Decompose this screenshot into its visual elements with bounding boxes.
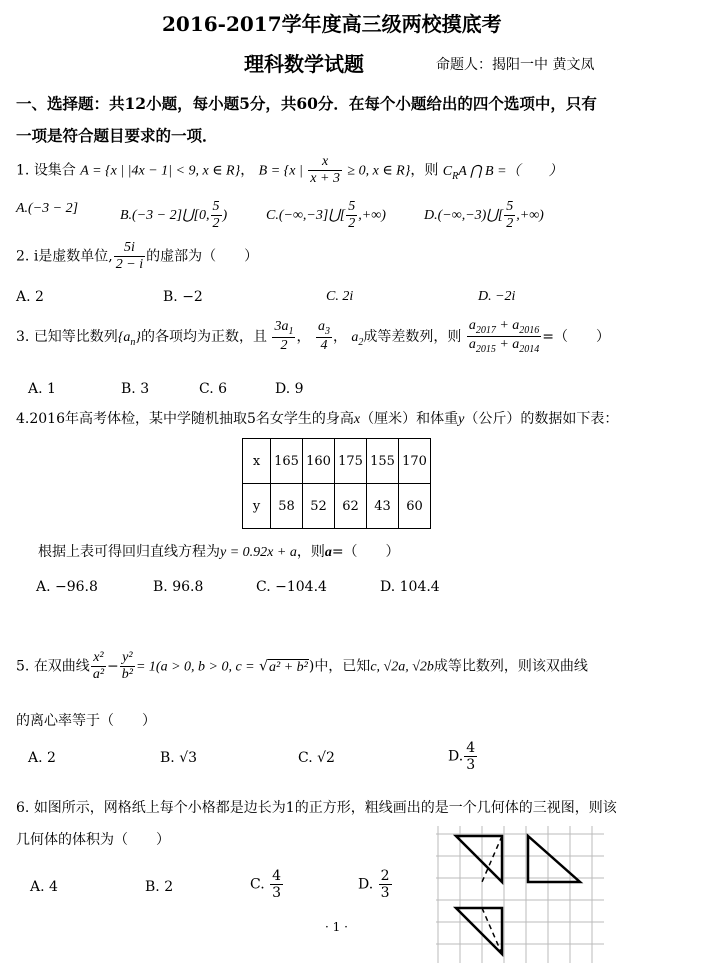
table-cell: y	[243, 484, 271, 529]
q5-option-b: B. √3	[160, 750, 198, 766]
question-2-stem: 2. i是虚数单位, $\frac{5i}{2 - i}$ 的虚部为（ ）	[16, 240, 259, 273]
table-cell: 60	[399, 484, 431, 529]
question-4-stem: 4.2016年高考体检，某中学随机抽取5名女学生的身高x（厘米）和体重y（公斤）的数据如下表：	[16, 411, 619, 427]
q1-option-d: D.(−∞,−3)⋃[ $\frac{5}{2}$ ,+∞)	[424, 199, 544, 232]
side-view	[528, 836, 580, 882]
table-row	[243, 484, 431, 529]
q1-option-a: A.(−3 − 2]	[16, 201, 79, 216]
q1-set-b-pre: B = {x |	[258, 163, 303, 179]
top-view	[456, 908, 502, 954]
question-number: 1.	[16, 162, 30, 179]
q1-option-c: C.(−∞,−3]⋃[ $\frac{5}{2}$ ,+∞)	[266, 199, 386, 232]
q3-fraction-2: $\frac{a_3}{4}$	[317, 319, 330, 354]
table-cell: 155	[367, 439, 399, 484]
q4-data-table	[242, 438, 431, 529]
q4-regression-equation: y = 0.92x + a	[220, 545, 297, 560]
q3-option-c: C. 6	[199, 381, 228, 397]
page-number: · 1 ·	[325, 920, 348, 934]
q4-option-b: B. 96.8	[153, 579, 204, 595]
q1-set-b-post: ≥ 0, x ∈ R}	[347, 163, 411, 179]
q1-option-b: B.(−3 − 2]⋃[0, $\frac{5}{2}$ )	[120, 199, 228, 232]
q5-option-d: D. $\frac{4}{3}$	[448, 740, 476, 774]
q6-option-a: A. 4	[30, 879, 58, 895]
q2-prefix: i是虚数单位,	[33, 248, 113, 265]
q4-regression-line: 根据上表可得回归直线方程为y = 0.92x + a，则a=（ ）	[38, 544, 400, 560]
table-cell: 58	[271, 484, 303, 529]
author-line: 命题人：揭阳一中 黄文凤	[436, 57, 595, 73]
table-cell: x	[243, 439, 271, 484]
question-1-stem: 1. 设集合 A = {x | |4x − 1| < 9, x ∈ R}， B = {x | $\frac{x}{x + 3}$ ≥ 0, x ∈ R}，则 $C_RA$ ⋂ B =（ ）	[16, 154, 563, 187]
q2-fraction: $\frac{5i}{2 - i}$	[115, 240, 144, 273]
q5-option-c: C. √2	[298, 750, 335, 766]
table-cell: 160	[303, 439, 335, 484]
question-5-stem: 5. 在双曲线 $\frac{\text{x²}}{\text{a²}}$ − $\frac{\text{y²}}{\text{b²}}$ = 1(a > 0, b > 0, c = √a² + b²)中，已知c, √2a, √2b成等比数列，则该双曲线	[16, 650, 588, 683]
question-6-line-2: 几何体的体积为（ ）	[16, 832, 170, 848]
q3-fraction-1: $\frac{3a_1}{2}$	[274, 319, 294, 354]
q4-option-a: A. −96.8	[36, 579, 98, 595]
q1-complement: $C_RA$ ⋂ B =（ ）	[442, 163, 563, 182]
table-cell: 165	[271, 439, 303, 484]
q1-set-a: A = {x | |4x − 1| < 9, x ∈ R}	[80, 163, 241, 179]
q6-option-b: B. 2	[145, 879, 174, 895]
q6-option-c: C. $\frac{4}{3}$	[250, 868, 282, 902]
table-cell: 43	[367, 484, 399, 529]
q3-fraction-3: $\frac{a_{2017} + a_{2016}}{a_{2015} + a_{2014}}$	[468, 318, 540, 356]
q2-option-d: D. −2i	[478, 289, 516, 304]
q1-prefix: 设集合	[33, 162, 76, 179]
table-cell: 52	[303, 484, 335, 529]
q5-option-a: A. 2	[28, 750, 56, 766]
three-view-figure	[436, 826, 606, 963]
q5-fraction-x: $\frac{\text{x²}}{\text{a²}}$	[92, 650, 105, 683]
section-heading-line2: 一项是符合题目要求的一项．	[16, 126, 218, 145]
table-row	[243, 439, 431, 484]
table-cell: 175	[335, 439, 367, 484]
q1-fraction: $\frac{x}{x + 3}$	[310, 154, 340, 187]
question-6-line-1: 6. 如图所示，网格纸上每个小格都是边长为1的正方形，粗线画出的是一个几何体的三视图，则该	[16, 800, 617, 816]
paper-subtitle: 理科数学试题	[244, 52, 364, 76]
q3-option-d: D. 9	[275, 381, 304, 397]
q4-option-d: D. 104.4	[380, 579, 440, 595]
section-heading-line1: 一、选择题：共12小题，每小题5分，共60分．在每个小题给出的四个选项中，只有	[16, 94, 597, 113]
q6-option-d: D. $\frac{2}{3}$	[358, 868, 390, 902]
q2-option-a: A. 2	[16, 289, 44, 305]
q5-line-2: 的离心率等于（ ）	[16, 713, 156, 729]
view-outlines	[456, 836, 580, 954]
q3-option-a: A. 1	[28, 381, 56, 397]
table-cell: 170	[399, 439, 431, 484]
q3-option-b: B. 3	[121, 381, 150, 397]
grid-lines	[436, 826, 604, 963]
q4-option-c: C. −104.4	[256, 579, 327, 595]
q3-sequence: $\{a_n\}$	[117, 329, 142, 348]
q5-fraction-y: $\frac{\text{y²}}{\text{b²}}$	[121, 650, 133, 683]
q2-option-b: B. −2	[163, 289, 203, 305]
table-cell: 62	[335, 484, 367, 529]
question-3-stem: 3. 已知等比数列$\{a_n\}$的各项均为正数，且 $\frac{3a_1}{2}$ ， $\frac{a_3}{4}$ ， $a_2$成等差数列，则 $\frac{a_{2017} + a_{2016}}{a_{2015} + a_{2014}}$ =（ ）	[16, 318, 611, 356]
front-view	[456, 836, 502, 882]
page-title: 2016-2017学年度高三级两校摸底考	[162, 12, 502, 36]
q2-option-c: C. 2i	[326, 289, 354, 304]
